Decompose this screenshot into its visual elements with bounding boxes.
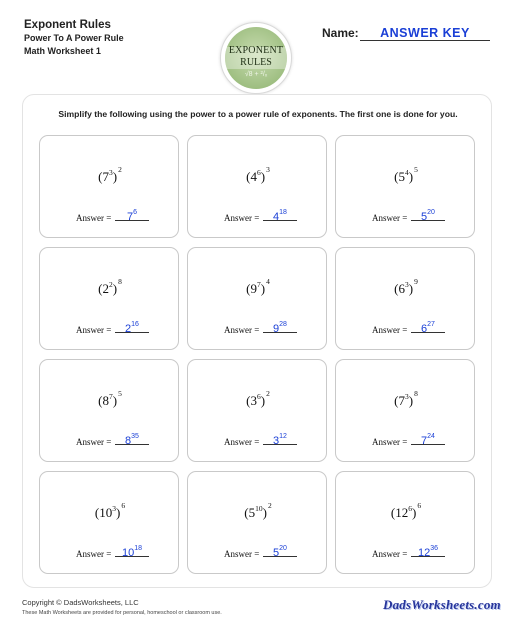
outer-exponent: 8 xyxy=(118,277,122,286)
answer-exponent: 28 xyxy=(279,321,287,328)
problem-card xyxy=(335,471,475,574)
answer-exponent: 20 xyxy=(279,545,287,552)
answer-base: 9 xyxy=(273,323,280,335)
worksheet-title: Exponent Rules xyxy=(24,19,111,31)
outer-exponent: 2 xyxy=(266,389,270,398)
answer-exponent: 24 xyxy=(427,433,435,440)
answer-base: 5 xyxy=(421,211,428,223)
open-paren: ( xyxy=(98,169,103,184)
outer-exponent: 6 xyxy=(121,501,126,510)
answer-exponent: 12 xyxy=(279,433,287,440)
answer-exponent: 16 xyxy=(131,321,139,328)
answer-label: Answer = xyxy=(76,325,112,335)
answer-exponent: 36 xyxy=(430,545,439,552)
answer-value xyxy=(418,547,438,559)
answer-field[interactable] xyxy=(411,318,445,333)
answer-field[interactable] xyxy=(411,206,445,221)
answer-field[interactable] xyxy=(263,542,297,557)
answer-label: Answer = xyxy=(224,437,260,447)
problem-card xyxy=(335,135,475,238)
problem-base: 12 xyxy=(395,505,409,520)
answer-base: 8 xyxy=(125,435,132,447)
problem-expression xyxy=(336,386,476,409)
inner-exponent: 7 xyxy=(109,392,113,401)
answer-exponent: 20 xyxy=(427,209,435,216)
close-paren: ) xyxy=(408,393,414,408)
problem-base: 4 xyxy=(250,169,257,184)
inner-exponent: 6 xyxy=(257,168,261,177)
outer-exponent: 2 xyxy=(267,501,272,510)
close-paren: ) xyxy=(112,393,118,408)
logo-line-2: RULES xyxy=(240,57,272,68)
problem-card xyxy=(39,471,179,574)
answer-label: Answer = xyxy=(372,549,408,559)
answer-value xyxy=(273,435,287,447)
open-paren: ( xyxy=(94,505,100,520)
outer-exponent: 9 xyxy=(414,277,418,286)
problem-card xyxy=(187,135,327,238)
inner-exponent: 6 xyxy=(408,504,412,513)
answer-field[interactable] xyxy=(115,318,149,333)
problem-base: 10 xyxy=(99,505,113,520)
answer-exponent: 35 xyxy=(131,433,139,440)
logo-line-1: EXPONENT xyxy=(228,45,284,56)
inner-exponent: 7 xyxy=(257,280,261,289)
answer-label: Answer = xyxy=(372,325,408,335)
answer-field[interactable] xyxy=(263,430,297,445)
problem-base: 8 xyxy=(102,393,109,408)
answer-base: 4 xyxy=(273,211,280,223)
problem-expression xyxy=(188,162,328,185)
outer-exponent: 5 xyxy=(414,165,418,174)
answer-base: 12 xyxy=(417,547,431,559)
close-paren: ) xyxy=(408,169,414,184)
answer-value xyxy=(273,211,287,223)
problem-card xyxy=(187,359,327,462)
outer-exponent: 5 xyxy=(118,389,122,398)
problem-expression xyxy=(336,498,476,521)
close-paren: ) xyxy=(260,281,266,296)
inner-exponent: 3 xyxy=(112,504,116,513)
answer-label: Answer = xyxy=(224,325,260,335)
answer-value xyxy=(273,547,287,559)
answer-field[interactable] xyxy=(115,430,149,445)
answer-value xyxy=(421,323,435,335)
name-field[interactable] xyxy=(360,24,490,41)
close-paren: ) xyxy=(260,393,266,408)
answer-field[interactable] xyxy=(411,542,445,557)
instructions: Simplify the following using the power to a power rule of exponents. The first one is done for you. xyxy=(58,109,458,119)
outer-exponent: 2 xyxy=(118,165,122,174)
problem-card xyxy=(39,135,179,238)
name-value: ANSWER KEY xyxy=(380,26,470,40)
answer-label: Answer = xyxy=(224,549,260,559)
open-paren: ( xyxy=(390,505,396,520)
problem-base: 6 xyxy=(398,281,405,296)
answer-exponent: 27 xyxy=(427,321,435,328)
problem-expression xyxy=(336,162,476,185)
answer-label: Answer = xyxy=(76,437,112,447)
worksheet-header xyxy=(24,18,124,58)
name-label: Name: xyxy=(322,26,359,40)
exponent-rules-logo xyxy=(220,22,292,94)
open-paren: ( xyxy=(394,281,399,296)
answer-field[interactable] xyxy=(115,542,149,557)
problem-expression xyxy=(336,274,476,297)
problem-card xyxy=(187,471,327,574)
open-paren: ( xyxy=(98,281,103,296)
problem-expression xyxy=(188,274,328,297)
worksheet-number: Math Worksheet 1 xyxy=(24,46,101,56)
problem-expression xyxy=(40,498,180,521)
answer-label: Answer = xyxy=(372,213,408,223)
answer-field[interactable] xyxy=(263,318,297,333)
close-paren: ) xyxy=(408,281,414,296)
answer-base: 10 xyxy=(121,547,135,559)
problem-base: 5 xyxy=(248,505,256,520)
problem-card xyxy=(39,247,179,350)
inner-exponent: 10 xyxy=(255,504,263,513)
problem-card xyxy=(39,359,179,462)
problem-expression xyxy=(188,386,328,409)
problem-expression xyxy=(40,274,180,297)
footer-copyright: Copyright © DadsWorksheets, LLC xyxy=(22,598,139,607)
answer-field[interactable] xyxy=(115,206,149,221)
answer-label: Answer = xyxy=(76,213,112,223)
logo-badge xyxy=(225,27,287,89)
answer-base: 7 xyxy=(126,211,134,223)
answer-base: 6 xyxy=(421,323,428,335)
inner-exponent: 3 xyxy=(405,280,409,289)
open-paren: ( xyxy=(244,505,249,520)
open-paren: ( xyxy=(394,393,399,408)
problem-expression xyxy=(40,162,180,185)
problem-expression xyxy=(40,386,180,409)
answer-exponent: 18 xyxy=(134,545,143,552)
answer-field[interactable] xyxy=(411,430,445,445)
open-paren: ( xyxy=(246,169,251,184)
problem-base: 3 xyxy=(250,393,257,408)
open-paren: ( xyxy=(98,393,103,408)
answer-base: 3 xyxy=(273,435,280,447)
footer-note: These Math Worksheets are provided for personal, homeschool or classroom use. xyxy=(22,610,222,616)
answer-exponent: 6 xyxy=(133,209,138,216)
brand-logo xyxy=(383,596,501,614)
answer-label: Answer = xyxy=(224,213,260,223)
answer-value xyxy=(421,435,435,447)
problem-card xyxy=(187,247,327,350)
logo-doodle: √8 + ²/ₓ xyxy=(244,71,268,78)
answer-value xyxy=(125,435,139,447)
close-paren: ) xyxy=(116,505,121,520)
problems-panel xyxy=(22,94,492,588)
open-paren: ( xyxy=(246,393,251,408)
close-paren: ) xyxy=(112,281,118,296)
outer-exponent: 4 xyxy=(266,277,270,286)
answer-field[interactable] xyxy=(263,206,297,221)
outer-exponent: 3 xyxy=(266,165,270,174)
open-paren: ( xyxy=(246,281,251,296)
answer-exponent: 18 xyxy=(279,209,287,216)
inner-exponent: 4 xyxy=(405,168,409,177)
inner-exponent: 3 xyxy=(405,392,409,401)
close-paren: ) xyxy=(262,505,267,520)
problem-base: 9 xyxy=(250,281,257,296)
close-paren: ) xyxy=(112,169,118,184)
outer-exponent: 6 xyxy=(417,501,422,510)
worksheet-subtitle: Power To A Power Rule xyxy=(24,33,124,43)
answer-value xyxy=(273,323,287,335)
problem-base: 5 xyxy=(398,169,405,184)
answer-base: 2 xyxy=(125,323,132,335)
problem-base: 2 xyxy=(102,281,109,296)
inner-exponent: 2 xyxy=(109,280,113,289)
problem-card xyxy=(335,359,475,462)
outer-exponent: 8 xyxy=(414,389,418,398)
inner-exponent: 6 xyxy=(257,392,261,401)
answer-value xyxy=(421,211,435,223)
close-paren: ) xyxy=(260,169,266,184)
problem-card xyxy=(335,247,475,350)
answer-label: Answer = xyxy=(372,437,408,447)
answer-base: 5 xyxy=(273,547,280,559)
problem-expression xyxy=(188,498,328,521)
answer-value xyxy=(127,211,137,223)
inner-exponent: 3 xyxy=(109,168,113,177)
answer-value xyxy=(122,547,142,559)
open-paren: ( xyxy=(394,169,399,184)
problem-base: 7 xyxy=(102,169,109,184)
brand-logo-text: DadsWorksheets.com xyxy=(383,597,501,612)
answer-base: 7 xyxy=(421,435,428,447)
answer-value xyxy=(125,323,139,335)
problem-base: 7 xyxy=(398,393,405,408)
answer-label: Answer = xyxy=(76,549,112,559)
close-paren: ) xyxy=(412,505,417,520)
